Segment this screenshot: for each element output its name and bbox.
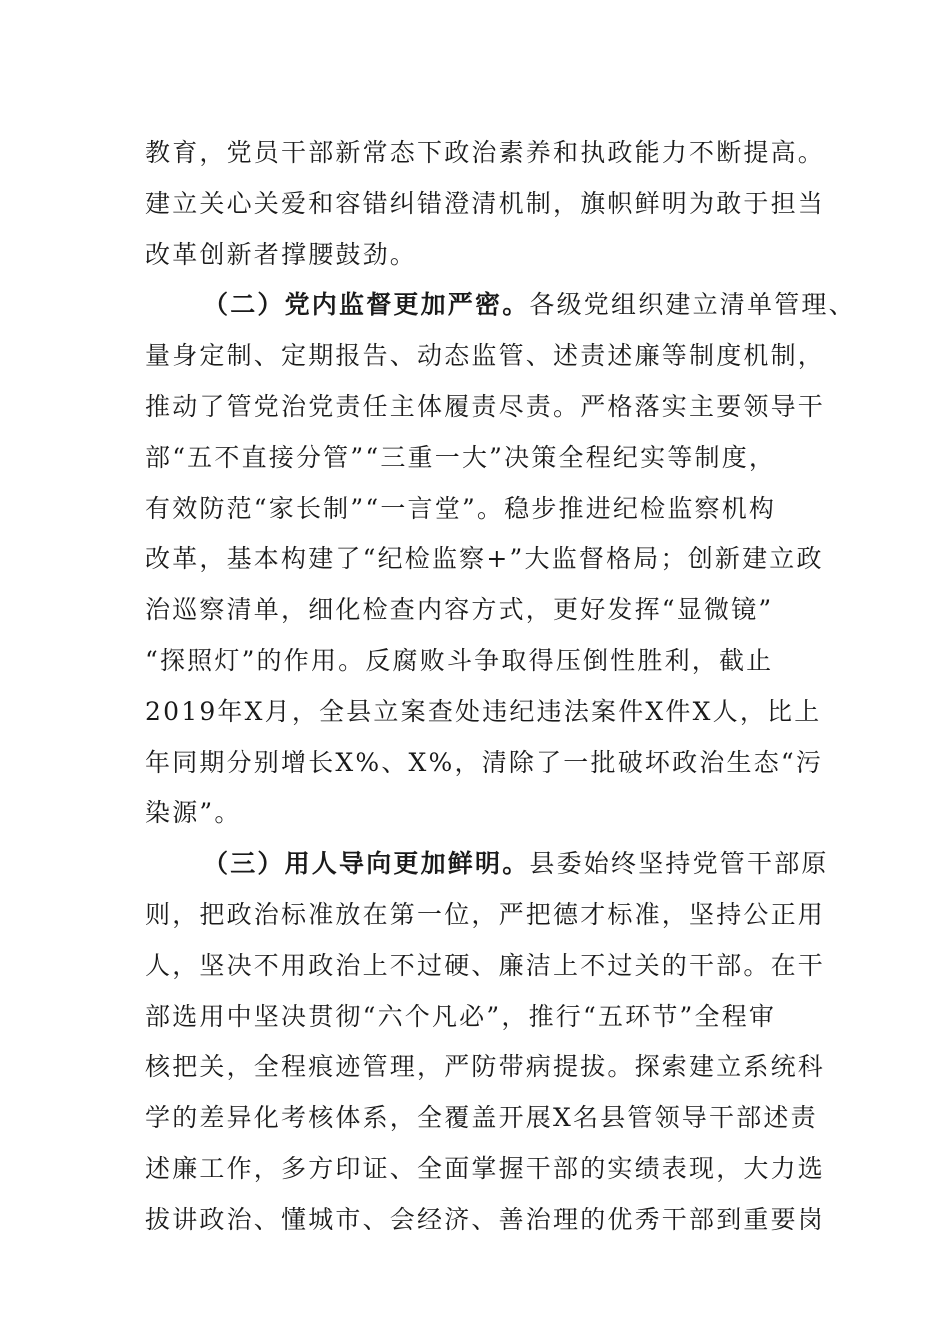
paragraph-line: 改革，基本构建了“纪检监察+”大监督格局；创新建立政: [145, 544, 824, 574]
paragraph-line: 量身定制、定期报告、动态监管、述责述廉等制度机制，: [145, 341, 826, 371]
section-heading-3: （三）用人导向更加鲜明。: [203, 849, 530, 879]
paragraph-line: 人，坚决不用政治上不过硬、廉洁上不过关的干部。在干: [145, 950, 826, 980]
paragraph-line: 述廉工作，多方印证、全面掌握干部的实绩表现，大力选: [145, 1153, 826, 1183]
paragraph-line: 治巡察清单，细化检查内容方式，更好发挥“显微镜”: [145, 595, 774, 625]
paragraph-line: 2019年X月，全县立案查处违纪违法案件X件X人，比上: [145, 696, 822, 726]
section-3-first-line: [145, 839, 829, 890]
paragraph-line: 则，把政治标准放在第一位，严把德才标准，坚持公正用: [145, 899, 826, 929]
paragraph-text: 县委始终坚持党管干部原: [529, 849, 829, 879]
paragraph-line: 改革创新者撑腰鼓劲。: [145, 239, 418, 269]
paragraph-line: 部选用中坚决贯彻“六个凡必”，推行“五环节”全程审: [145, 1001, 777, 1031]
paragraph-text: 各级党组织建立清单管理、: [529, 290, 856, 320]
paragraph-line: 建立关心关爱和容错纠错澄清机制，旗帜鲜明为敢于担当: [145, 188, 826, 218]
section-2-first-line: [145, 280, 856, 331]
section-heading-2: （二）党内监督更加严密。: [203, 290, 530, 320]
paragraph-line: 部“五不直接分管”“三重一大”决策全程纪实等制度，: [145, 442, 777, 472]
paragraph-line: 染源”。: [145, 798, 242, 828]
body-text: [145, 128, 856, 1246]
paragraph-line: 推动了管党治党责任主体履责尽责。严格落实主要领导干: [145, 391, 826, 421]
paragraph-line: 教育，党员干部新常态下政治素养和执政能力不断提高。: [145, 138, 826, 167]
paragraph-line: “探照灯”的作用。反腐败斗争取得压倒性胜利，截止: [145, 645, 774, 675]
paragraph-line: 拔讲政治、懂城市、会经济、善治理的优秀干部到重要岗: [145, 1204, 826, 1234]
paragraph-line: 核把关，全程痕迹管理，严防带病提拔。探索建立系统科: [145, 1052, 826, 1082]
paragraph-line: 年同期分别增长X%、X%，清除了一批破坏政治生态“污: [145, 747, 824, 777]
paragraph-line: 有效防范“家长制”“一言堂”。稳步推进纪检监察机构: [145, 493, 777, 523]
paragraph-line: 学的差异化考核体系，全覆盖开展X名县管领导干部述责: [145, 1103, 818, 1133]
